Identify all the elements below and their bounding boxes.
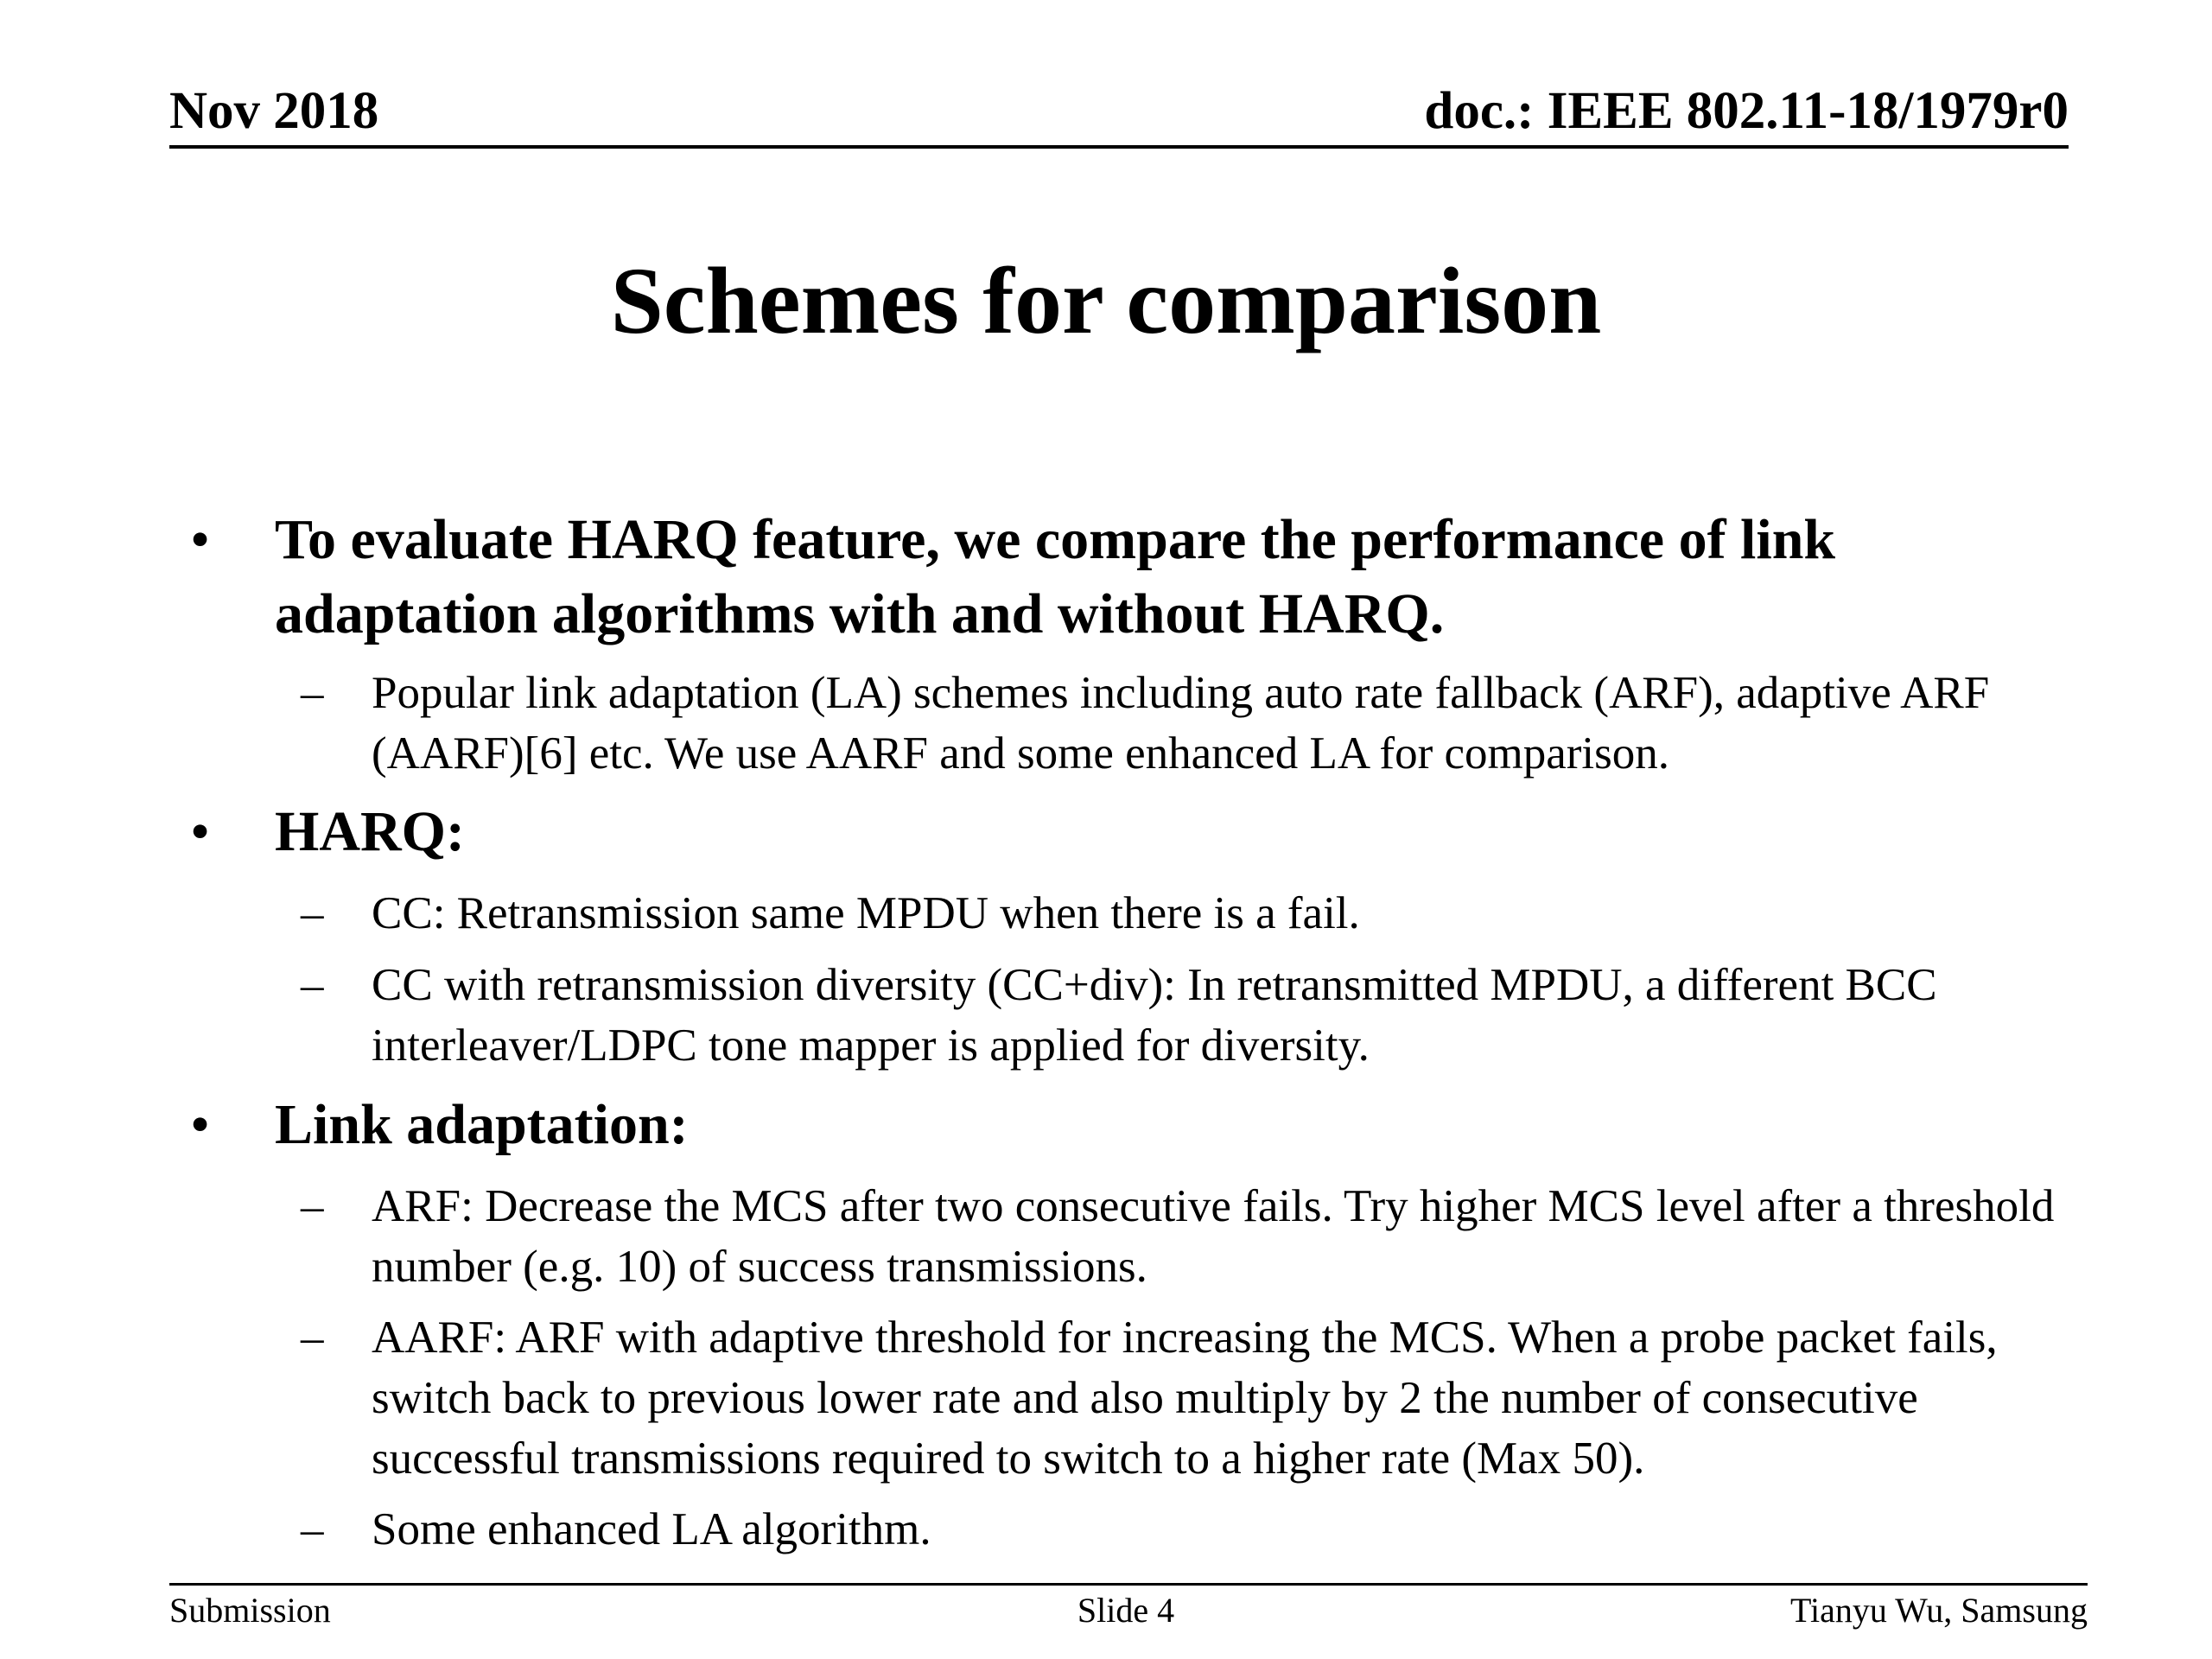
sub-bullet-text: Popular link adaptation (LA) schemes including auto rate fallback (ARF), adaptive ARF (AARF)[6] etc. We use AARF and some enhanced LA for comparison. [372,668,1990,779]
footer-author: Tianyu Wu, Samsung [1789,1591,2088,1630]
sub-bullet-marker: – [301,960,324,1010]
sub-bullet-marker: – [301,1181,324,1231]
footer-slide-number: Slide 4 [1077,1591,1175,1630]
bullet-harq [190,795,2081,869]
sub-bullet-arf [301,1176,2091,1297]
sub-bullet-cc-div [301,955,2091,1076]
sub-bullet-cc [301,883,2091,944]
bullet-text: Link adaptation: [275,1093,689,1156]
bullet-text: HARQ: [275,800,465,863]
header-date: Nov 2018 [169,82,379,140]
bullet-marker: • [190,800,211,863]
sub-bullet-text: CC with retransmission diversity (CC+div): In retransmitted MPDU, a different BCC interleaver/LDPC tone mapper is applied for diversity. [372,960,1937,1071]
sub-bullet-aarf [301,1307,2091,1489]
bullet-marker: • [190,508,211,571]
sub-bullet-marker: – [301,1504,324,1554]
sub-bullet-text: CC: Retransmission same MPDU when there is a fail. [372,888,1360,938]
sub-bullet-marker: – [301,1313,324,1363]
bullet-link-adaptation [190,1088,2081,1162]
sub-bullet-text: ARF: Decrease the MCS after two consecutive fails. Try higher MCS level after a threshold number (e.g. 10) of success transmissions. [372,1181,2055,1292]
header-doc-id: doc.: IEEE 802.11-18/1979r0 [1424,82,2069,140]
sub-bullet-la-schemes [301,663,2091,784]
bullet-text: To evaluate HARQ feature, we compare the performance of link adaptation algorithms with and without HARQ. [275,508,1836,645]
sub-bullet-enhanced-la [301,1499,2091,1560]
slide-title: Schemes for comparison [610,248,1602,353]
sub-bullet-marker: – [301,888,324,938]
sub-bullet-marker: – [301,668,324,718]
sub-bullet-text: Some enhanced LA algorithm. [372,1504,931,1554]
footer-submission: Submission [169,1591,331,1630]
sub-bullet-text: AARF: ARF with adaptive threshold for increasing the MCS. When a probe packet fails, switch back to previous lower rate and also multiply by 2 the number of consecutive successful transmissions required to switch to a higher rate (Max 50). [372,1313,1998,1484]
footer-divider [169,1583,2088,1586]
bullet-harq-evaluation [190,503,2081,652]
bullet-marker: • [190,1093,211,1156]
